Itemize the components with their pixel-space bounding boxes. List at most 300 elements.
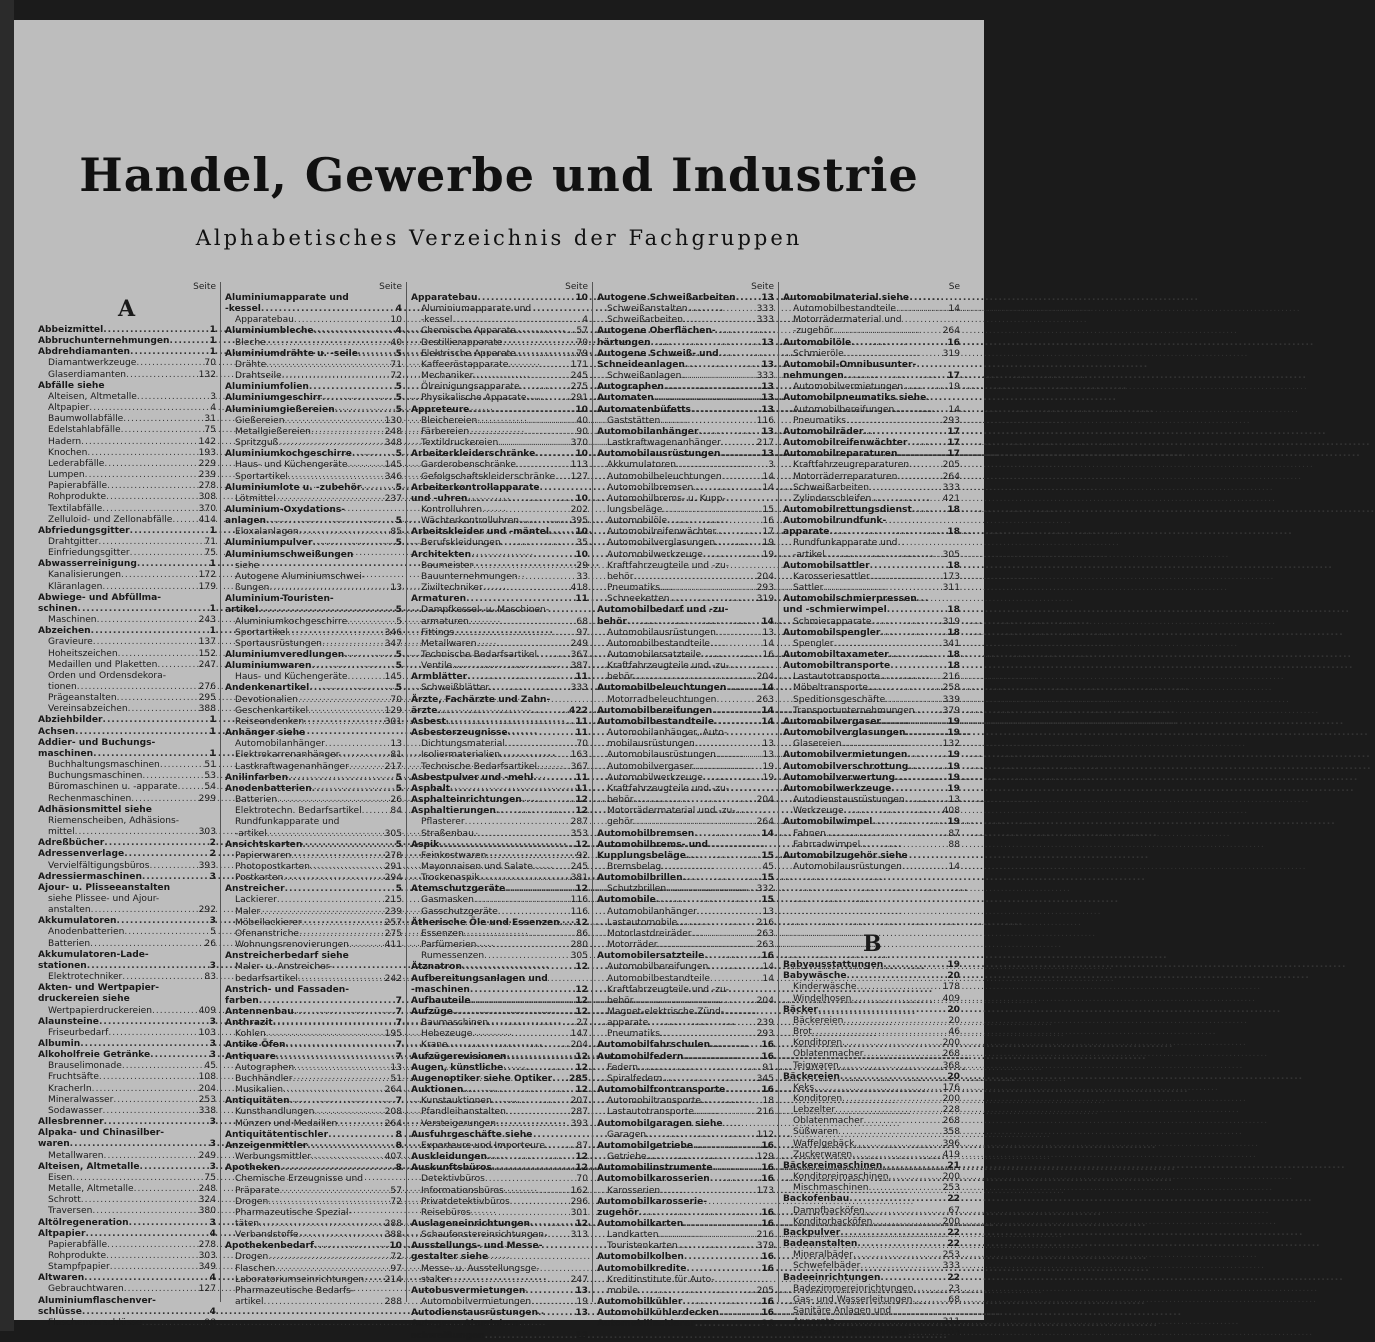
index-sub-entry [411, 572, 588, 583]
entry-label: Armaturen [411, 594, 467, 605]
index-sub-entry [411, 472, 588, 483]
entry-label: Lackierer [235, 895, 277, 906]
index-heading-entry [225, 773, 402, 784]
entry-label: Glaserdiamanten [48, 369, 127, 380]
entry-page-number: 395 [570, 516, 588, 527]
entry-label: Schweißarbeiten [607, 315, 683, 326]
entry-page-number: 7 [395, 1040, 402, 1051]
entry-page-number: 311 [942, 583, 960, 594]
entry-page-number: 45 [204, 1061, 216, 1072]
entry-page-number: 333 [756, 371, 774, 382]
index-heading-entry [597, 393, 774, 404]
entry-page-number: 22 [947, 1272, 960, 1283]
entry-label: artikel [235, 1297, 264, 1308]
entry-label: Ätznatron [411, 962, 462, 973]
index-sub-entry [225, 1252, 402, 1263]
index-sub-entry [225, 672, 402, 683]
index-sub-entry [38, 1006, 216, 1017]
entry-page-number: 10 [575, 293, 588, 303]
entry-page-number: 16 [762, 650, 774, 660]
index-sub-entry [38, 939, 216, 950]
leader-dots [868, 1183, 940, 1194]
index-sub-entry [38, 548, 216, 559]
index-sub-entry [411, 505, 588, 516]
index-heading-entry [411, 974, 588, 985]
leader-dots [157, 660, 196, 671]
entry-page-number: 345 [756, 1073, 774, 1084]
entry-page-number: 1 [209, 525, 216, 536]
index-sub-entry [411, 1174, 588, 1185]
entry-label: behör [607, 995, 634, 1006]
leader-dots [505, 739, 570, 750]
index-heading-entry [38, 1017, 216, 1028]
leader-dots [437, 706, 567, 717]
index-heading-entry [597, 829, 774, 840]
entry-page-number: 17 [947, 449, 960, 460]
leader-dots [535, 449, 570, 460]
entry-page-number: 16 [947, 337, 960, 348]
entry-label: Auskleidungen [411, 1152, 487, 1163]
entry-label: Stampfpapier [48, 1262, 110, 1273]
entry-label: Fahrradwimpel [793, 839, 861, 850]
index-sub-entry [411, 895, 588, 906]
entry-page-number: 12 [575, 884, 588, 895]
entry-label: Lumpen [48, 470, 85, 481]
index-sub-entry [38, 1072, 216, 1083]
entry-label: Automobilbestandteile [793, 304, 896, 315]
entry-page-number: 216 [756, 917, 774, 928]
entry-page-number: 13 [390, 583, 402, 594]
entry-label: Bäcker [783, 1004, 818, 1015]
index-sub-entry [783, 639, 960, 650]
leader-dots [526, 393, 568, 404]
entry-page-number: 5 [395, 605, 402, 616]
index-sub-entry [225, 1174, 402, 1185]
leader-dots [860, 840, 942, 851]
index-sub-entry [38, 425, 216, 436]
entry-page-number: 409 [942, 993, 960, 1004]
entry-page-number: 13 [761, 359, 774, 370]
leader-dots [840, 1228, 942, 1239]
entry-page-number: 1 [209, 626, 216, 637]
leader-dots [516, 326, 570, 337]
entry-page-number: 245 [570, 861, 588, 872]
leader-dots [486, 851, 570, 862]
leader-dots [496, 1119, 569, 1130]
entry-label: Alkoholfreie Getränke [38, 1050, 151, 1061]
entry-label: Maler- u. Anstreicher- [235, 962, 333, 973]
index-heading-entry [597, 338, 774, 349]
leader-dots [448, 1040, 569, 1051]
entry-label: Ziviltechniker [421, 583, 483, 594]
entry-label: Messe- u. Ausstellungsge- [421, 1263, 540, 1274]
index-column-1 [34, 282, 220, 1328]
leader-dots [103, 325, 198, 336]
entry-page-number: 87 [576, 1140, 588, 1151]
entry-page-number: 3 [209, 1039, 216, 1049]
entry-label: Mischmaschinen [793, 1183, 869, 1194]
entry-page-number: 17 [947, 438, 960, 449]
entry-page-number: 13 [762, 750, 774, 761]
entry-page-number: 22 [947, 1239, 960, 1250]
entry-label: Wächterkontrolluhren [421, 516, 520, 527]
index-heading-entry [783, 960, 960, 971]
entry-page-number: 35 [576, 538, 588, 549]
index-sub-entry [783, 1061, 960, 1072]
entry-page-number: 338 [198, 1105, 216, 1116]
entry-page-number: 380 [198, 1206, 216, 1217]
leader-dots [325, 739, 384, 750]
entry-page-number: 17 [947, 371, 960, 382]
entry-label: Anthrazit [225, 1018, 273, 1029]
entry-label: apparate [783, 527, 830, 538]
entry-label: Apothekenbedarf [225, 1241, 314, 1252]
entry-label: Automobilbrems- und [597, 839, 709, 850]
index-heading-entry [38, 325, 216, 336]
leader-dots [298, 695, 384, 706]
index-sub-entry [411, 349, 588, 360]
index-sub-entry [597, 1107, 774, 1118]
leader-dots [352, 449, 384, 460]
entry-page-number: 103 [198, 1027, 216, 1038]
entry-label: Möbellackierer [235, 917, 302, 928]
entry-label: Arbeiterkleiderschränke [411, 449, 536, 460]
entry-label: Medaillen und Plaketten [48, 659, 158, 670]
index-sub-entry [225, 527, 402, 538]
entry-page-number: 4 [210, 403, 216, 414]
index-sub-entry [783, 795, 960, 806]
entry-label: Anstrich- und Fassaden- [225, 984, 350, 995]
entry-page-number: 288 [384, 1297, 402, 1308]
entry-page-number: 14 [761, 705, 774, 716]
entry-label: Arbeitskleider und -mäntel [411, 527, 549, 538]
entry-page-number: 257 [384, 917, 402, 928]
entry-page-number: 214 [384, 1274, 402, 1285]
leader-dots [537, 762, 569, 773]
index-sub-entry [597, 974, 774, 985]
leader-dots [121, 570, 197, 581]
leader-dots [492, 1096, 569, 1107]
leader-dots [863, 427, 942, 438]
entry-label: Alteisen, Altmetalle [48, 391, 137, 402]
entry-page-number: 71 [390, 359, 402, 370]
entry-page-number: 3 [209, 1161, 216, 1172]
index-sub-entry [411, 315, 588, 326]
leader-dots [467, 672, 570, 683]
index-sub-entry [38, 682, 216, 693]
entry-label: Automobilausrüstungen [607, 750, 716, 761]
entry-page-number: 5 [395, 661, 402, 672]
entry-label: Keks [793, 1082, 815, 1093]
entry-label: Sportartikel [235, 471, 288, 482]
index-heading-entry [225, 1052, 402, 1063]
entry-page-number: 15 [761, 895, 774, 906]
entry-label: Mayonnaisen und Salate [421, 861, 533, 872]
leader-dots [736, 293, 756, 304]
index-sub-entry [597, 1130, 774, 1141]
index-sub-entry [783, 572, 960, 583]
entry-label: Automatenbüfetts [597, 404, 691, 415]
index-sub-entry [225, 460, 402, 471]
index-sub-entry [411, 561, 588, 572]
index-heading-entry [411, 1052, 588, 1063]
entry-label: zugehör [597, 1207, 639, 1218]
entry-page-number: 3 [209, 1217, 216, 1228]
entry-page-number: 346 [384, 471, 402, 482]
entry-label: Chemische Apparate [421, 326, 516, 337]
entry-label: Aluminiumgießereien [225, 404, 335, 415]
entry-label: Kunsthandlungen [235, 1107, 315, 1118]
entry-page-number: 8 [395, 1140, 402, 1151]
entry-label: Schweißanlagen [607, 371, 682, 382]
leader-dots [538, 1308, 570, 1319]
entry-page-number: 280 [570, 940, 588, 951]
entry-label: Krane [421, 1040, 448, 1051]
entry-page-number: 16 [761, 1308, 774, 1319]
entry-label: Automobilbestandteile [607, 638, 710, 649]
leader-dots [123, 414, 198, 425]
leader-dots [140, 1162, 199, 1173]
entry-page-number: 253 [942, 1183, 960, 1194]
leader-dots [698, 427, 756, 438]
entry-page-number: 414 [198, 514, 216, 525]
leader-dots [142, 771, 198, 782]
entry-label: Lastautotransporte [793, 672, 881, 683]
leader-dots [266, 338, 384, 349]
index-sub-entry [38, 403, 216, 414]
index-sub-entry [783, 1094, 960, 1105]
entry-page-number: 346 [384, 627, 402, 638]
entry-label: Reiseandenken [235, 716, 305, 727]
index-sub-entry [225, 1230, 402, 1241]
entry-page-number: 14 [948, 861, 960, 872]
leader-dots [531, 1297, 570, 1308]
leader-dots [660, 583, 755, 594]
entry-page-number: 27 [576, 1018, 588, 1029]
entry-page-number: 4 [395, 304, 402, 315]
entry-page-number: 275 [384, 928, 402, 939]
leader-dots [474, 895, 569, 906]
entry-label: Gaststätten [607, 415, 661, 426]
leader-dots [686, 851, 756, 862]
entry-label: Akkumulatoren [38, 916, 117, 927]
index-sub-entry [411, 538, 588, 549]
index-sub-entry [225, 974, 402, 985]
leader-dots [87, 961, 198, 972]
leader-dots [276, 494, 383, 505]
leader-dots [467, 494, 570, 505]
leader-dots [72, 1173, 198, 1184]
leader-dots [311, 427, 383, 438]
entry-label: Bleichereien [421, 415, 478, 426]
index-sub-entry [225, 1275, 402, 1286]
index-heading-entry [225, 728, 402, 739]
entry-label: Augen, künstliche [411, 1062, 504, 1073]
leader-dots [530, 1219, 570, 1230]
entry-page-number: 16 [761, 1163, 774, 1174]
index-sub-entry [597, 516, 774, 527]
entry-label: Automobilreifenwächter [607, 527, 717, 538]
index-sub-entry [38, 370, 216, 381]
index-sub-entry [38, 459, 216, 470]
entry-label: Autogene Schweißarbeiten [597, 293, 736, 303]
leader-dots [361, 483, 384, 494]
index-sub-entry [225, 940, 402, 951]
leader-dots [693, 1141, 756, 1152]
leader-dots [872, 1217, 940, 1228]
index-heading-entry [597, 951, 774, 962]
entry-page-number: 113 [570, 460, 588, 471]
entry-label: Transportunternehmungen [793, 705, 915, 716]
leader-dots [860, 1261, 940, 1272]
index-sub-entry [411, 661, 588, 672]
leader-dots [701, 650, 756, 661]
index-heading-entry [411, 1252, 588, 1263]
entry-page-number: 1 [209, 336, 216, 347]
index-heading-entry [411, 840, 588, 851]
spacer [783, 895, 960, 906]
entry-label: Anzeigenmittler [225, 1140, 308, 1151]
entry-page-number: 333 [570, 683, 588, 694]
entry-label: Andenkenartikel [225, 683, 310, 694]
leader-dots [880, 1273, 942, 1284]
entry-label: Automobilanhänger, Auto- [607, 728, 728, 739]
entry-label: Teigwaren [793, 1060, 839, 1071]
entry-label: Aluminiumlote u. -zubehör [225, 482, 362, 493]
entry-label: Alteisen, Altmetalle [38, 1161, 140, 1172]
entry-page-number: 22 [947, 1227, 960, 1238]
leader-dots [691, 405, 756, 416]
entry-page-number: 19 [947, 817, 960, 828]
entry-label: Ölreinigungsapparate [421, 382, 520, 393]
entry-page-number: 5 [395, 650, 402, 660]
entry-page-number: 68 [576, 616, 588, 627]
index-heading-entry [597, 360, 774, 371]
entry-page-number: 7 [395, 1007, 402, 1017]
leader-dots [340, 750, 385, 761]
index-sub-entry [225, 795, 402, 806]
index-sub-entry [38, 1061, 216, 1072]
entry-page-number: 33 [576, 571, 588, 582]
leader-dots [890, 661, 942, 672]
leader-dots [909, 1328, 941, 1339]
index-sub-entry [38, 1195, 216, 1206]
index-heading-entry [597, 382, 774, 393]
entry-page-number: 16 [761, 1319, 774, 1330]
entry-page-number: 13 [762, 739, 774, 750]
entry-label: Anstreicher [225, 884, 285, 895]
page-column-header: Se [948, 282, 960, 292]
entry-page-number: 13 [761, 337, 774, 348]
entry-page-number: 264 [384, 1118, 402, 1129]
leader-dots [122, 1061, 198, 1072]
index-sub-entry [225, 628, 402, 639]
entry-label: gehör [607, 817, 634, 828]
entry-label: Werkzeuge [793, 806, 844, 817]
leader-dots [627, 617, 756, 628]
index-sub-entry [225, 1063, 402, 1074]
entry-label: Automaten [597, 393, 654, 404]
index-sub-entry [38, 693, 216, 704]
entry-label: Konditoren [793, 1038, 843, 1049]
leader-dots [907, 438, 942, 449]
index-heading-entry [783, 1228, 960, 1239]
entry-page-number: 248 [198, 1184, 216, 1195]
entry-label: Baumeister [421, 560, 474, 571]
entry-page-number: 396 [942, 1138, 960, 1149]
index-sub-entry [411, 817, 588, 828]
entry-page-number: 15 [761, 873, 774, 884]
leader-dots [322, 639, 383, 650]
leader-dots [895, 773, 942, 784]
entry-page-number: 3 [210, 391, 216, 402]
index-sub-entry [783, 1150, 960, 1161]
index-sub-entry [783, 672, 960, 683]
entry-page-number: 5 [395, 839, 402, 850]
entry-label: Apparatebau [411, 293, 478, 303]
entry-page-number: 294 [384, 873, 402, 884]
entry-label: ärzte [411, 705, 438, 716]
entry-label: Backofenbau [783, 1194, 850, 1205]
entry-page-number: 12 [575, 962, 588, 973]
entry-page-number: 129 [756, 1152, 774, 1163]
entry-page-number: 97 [576, 627, 588, 638]
entry-page-number: 264 [942, 471, 960, 482]
entry-page-number: 172 [198, 570, 216, 581]
index-sub-entry [38, 816, 216, 827]
entry-label: Automobilrettungsdienst [783, 504, 912, 515]
entry-page-number: 319 [756, 594, 774, 605]
leader-dots [473, 561, 570, 572]
leader-dots [838, 1127, 940, 1138]
index-sub-entry [597, 594, 774, 605]
entry-label: Schneeketten [607, 594, 670, 605]
entry-page-number: 13 [761, 426, 774, 437]
entry-page-number: 72 [390, 371, 402, 382]
entry-label: Papierabfälle [48, 481, 108, 492]
index-heading-entry [411, 962, 588, 973]
leader-dots [170, 336, 198, 347]
index-sub-entry [225, 1219, 402, 1230]
leader-dots [835, 1105, 941, 1116]
entry-label: Automobillackierer [597, 1319, 695, 1330]
leader-dots [283, 873, 382, 884]
leader-dots [533, 862, 569, 873]
leader-dots [462, 962, 570, 973]
entry-label: Arbeiterkontrollapparate [411, 482, 540, 493]
index-heading-entry [225, 382, 402, 393]
leader-dots [273, 1018, 384, 1029]
index-sub-entry [783, 550, 960, 561]
leader-dots [688, 304, 755, 315]
leader-dots [484, 951, 569, 962]
index-sub-entry [225, 572, 402, 583]
entry-page-number: 5 [395, 516, 402, 527]
leader-dots [298, 1230, 382, 1241]
entry-page-number: 388 [384, 1230, 402, 1241]
entry-label: Automobilverglasungen [783, 728, 906, 739]
leader-dots [124, 927, 198, 938]
leader-dots [715, 538, 756, 549]
entry-page-number: 278 [198, 1239, 216, 1250]
entry-label: Automobilanhänger [235, 739, 325, 750]
index-heading-entry [411, 728, 588, 739]
index-sub-entry [225, 338, 402, 349]
entry-label: Essenzen [421, 928, 464, 939]
index-sub-entry [225, 962, 402, 973]
entry-label: Parfümerien [421, 940, 477, 951]
leader-dots [291, 851, 382, 862]
